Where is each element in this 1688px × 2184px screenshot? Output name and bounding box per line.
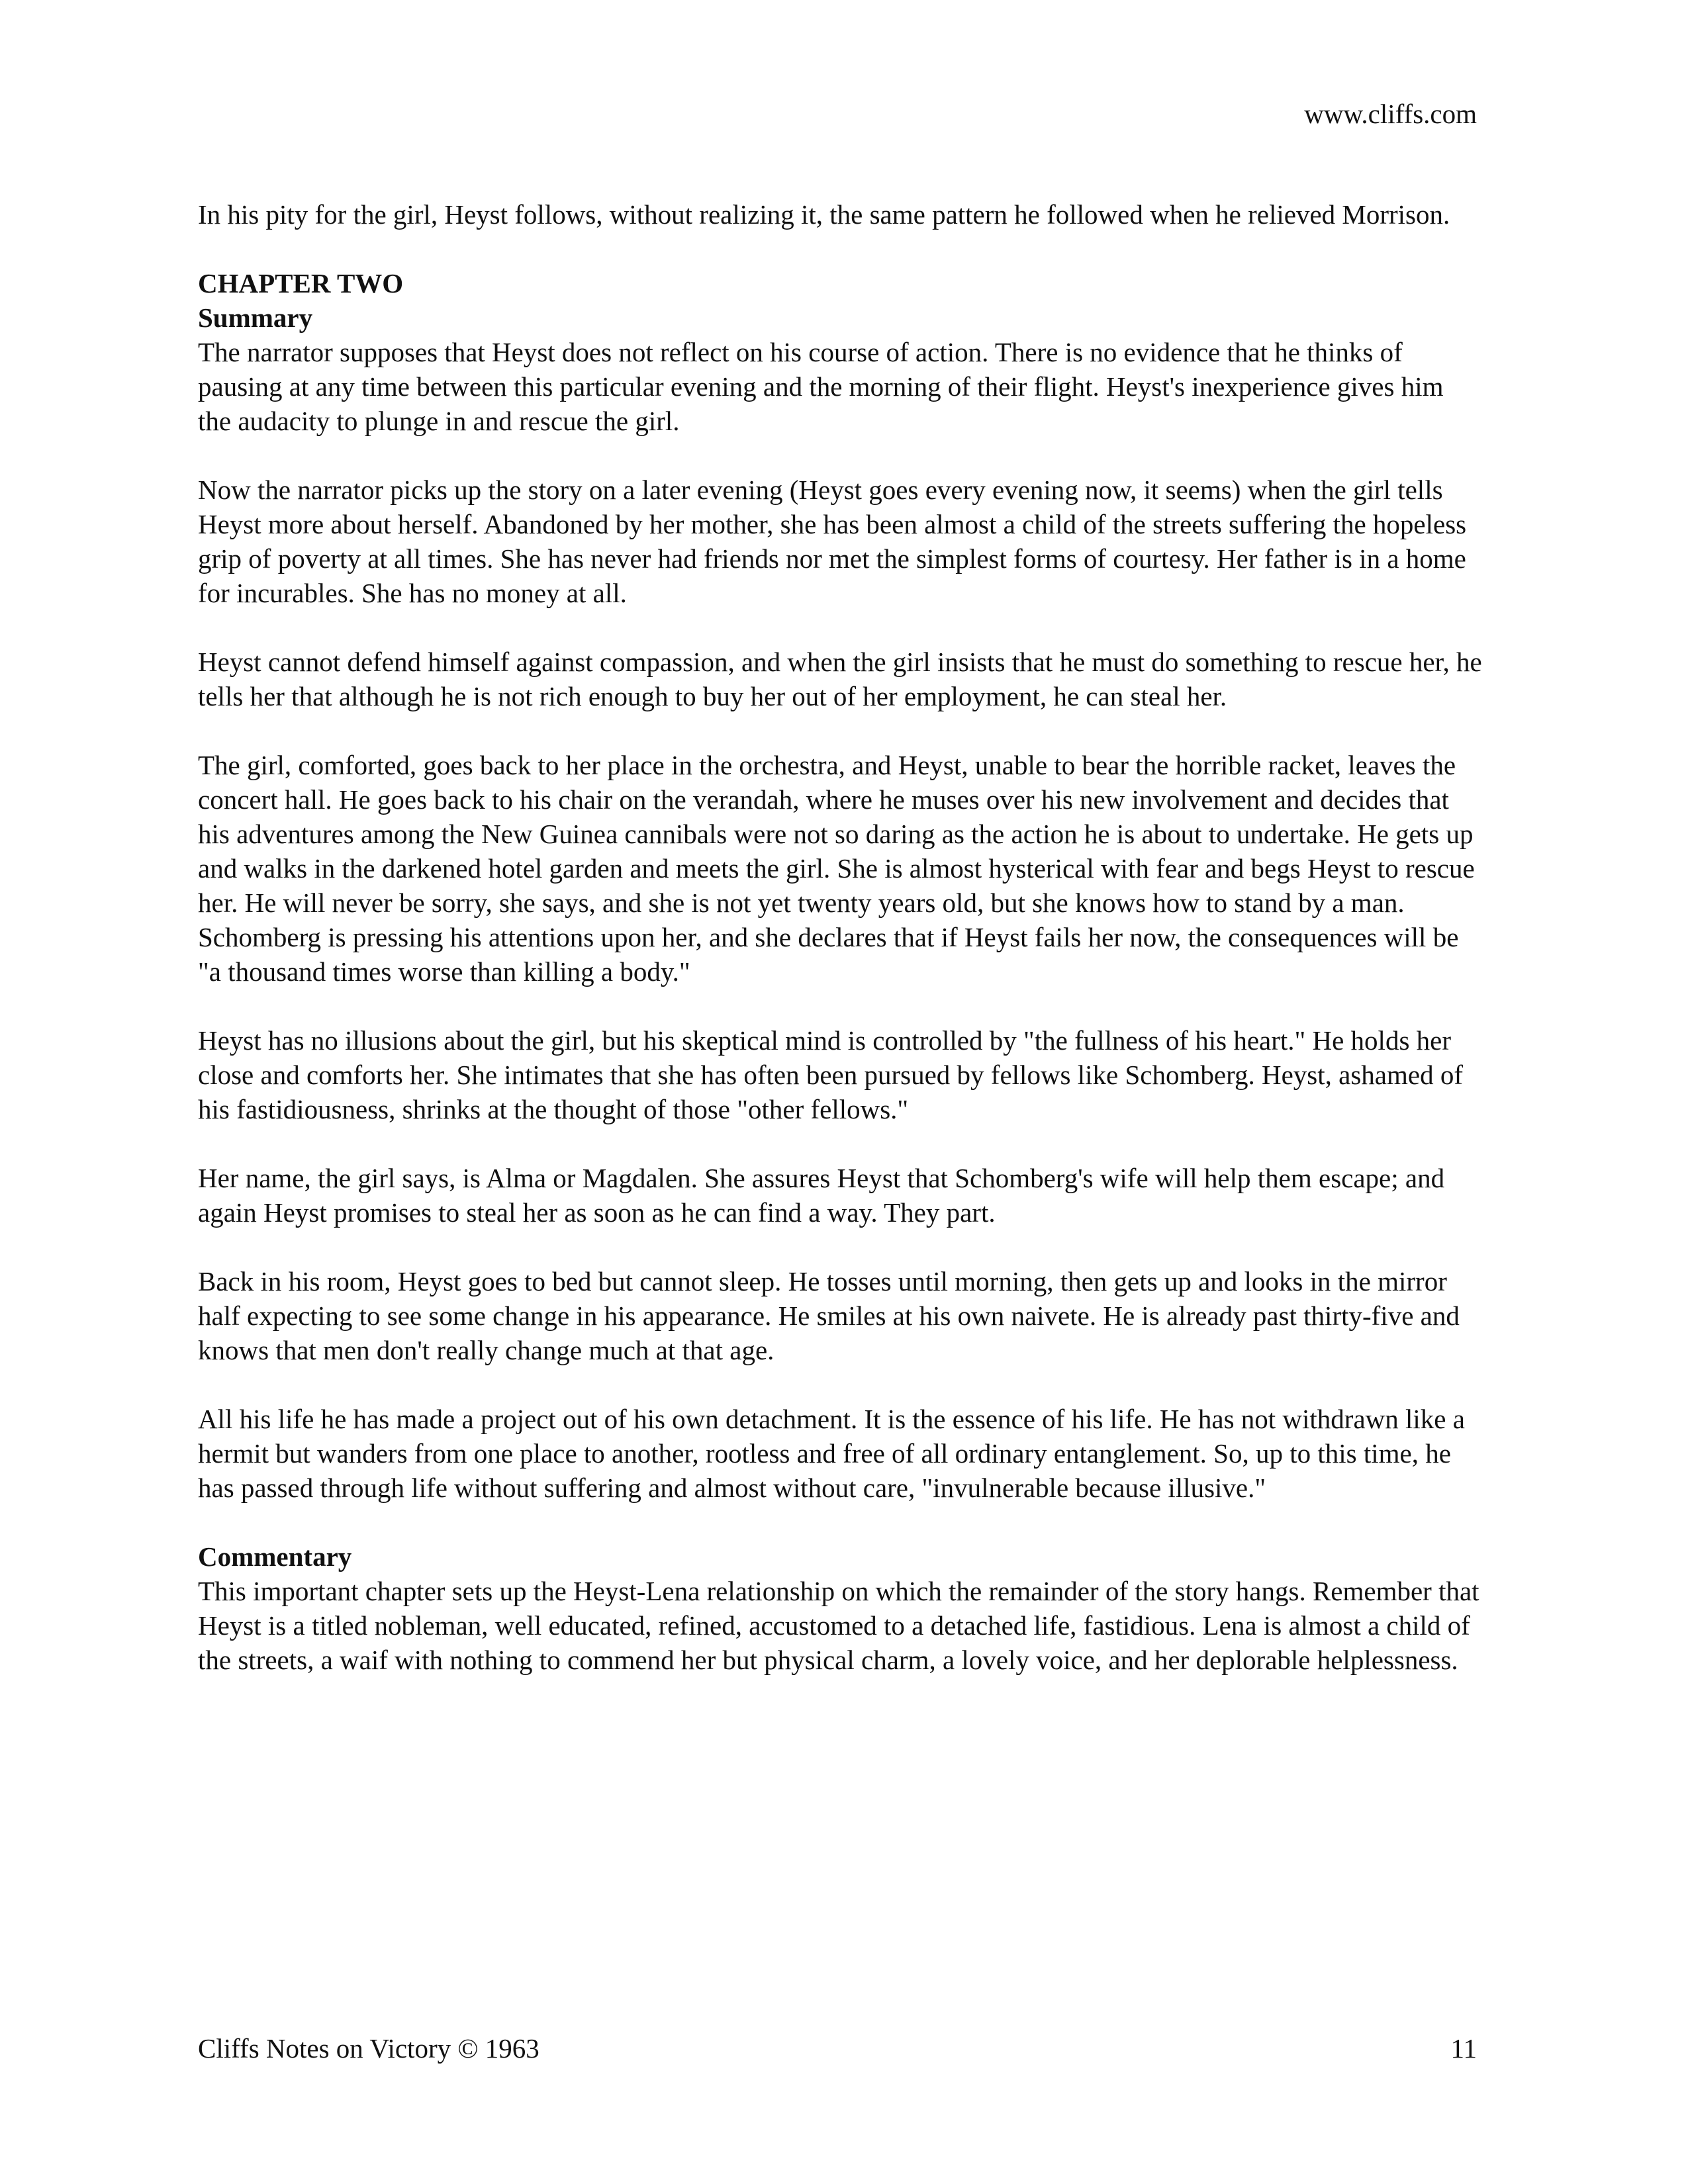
chapter-section bbox=[198, 266, 1482, 1677]
summary-paragraph: Heyst has no illusions about the girl, but his skeptical mind is controlled by "the fullness of his heart." He holds her close and comforts her. She intimates that she has often been pursued by fellows like Schomberg. Heyst, ashamed of his fastidiousness, shrinks at the thought of those "other fellows." bbox=[198, 1025, 1463, 1124]
header-url: www.cliffs.com bbox=[1304, 99, 1477, 129]
summary-heading: Summary bbox=[198, 302, 313, 333]
footer-title: Cliffs Notes on Victory © 1963 bbox=[198, 2033, 539, 2064]
page-number: 11 bbox=[1450, 2033, 1477, 2064]
summary-paragraph: The girl, comforted, goes back to her place in the orchestra, and Heyst, unable to bear the horrible racket, leaves the concert hall. He goes back to his chair on the verandah, where he muses over his new involvement and decides that his adventures among the New Guinea cannibals were not so daring as the action he is about to undertake. He gets up and walks in the darkened hotel garden and meets the girl. She is almost hysterical with fear and begs Heyst to rescue her. He will never be sorry, she says, and she is not yet twenty years old, but she knows how to stand by a man. Schomberg is pressing his attentions upon her, and she declares that if Heyst fails her now, the consequences will be "a thousand times worse than killing a body." bbox=[198, 750, 1475, 987]
summary-paragraph: Now the narrator picks up the story on a later evening (Heyst goes every evening now, it seems) when the girl tells Heyst more about herself. Abandoned by her mother, she has been almost a child of the streets suffering the hopeless grip of poverty at all times. She has never had friends nor met the simplest forms of courtesy. Her father is in a home for incurables. She has no money at all. bbox=[198, 475, 1467, 608]
chapter-title: CHAPTER TWO bbox=[198, 268, 404, 298]
summary-paragraph: Her name, the girl says, is Alma or Magdalen. She assures Heyst that Schomberg's wife will help them escape; and again Heyst promises to steal her as soon as he can find a way. They part. bbox=[198, 1163, 1445, 1228]
commentary-heading: Commentary bbox=[198, 1541, 352, 1572]
summary-paragraph: All his life he has made a project out of his own detachment. It is the essence of his life. He has not withdrawn like a hermit but wanders from one place to another, rootless and free of all ordinary entanglement. So, up to this time, he has passed through life without suffering and almost without care, "invulnerable because illusive." bbox=[198, 1404, 1465, 1503]
summary-paragraph: Back in his room, Heyst goes to bed but cannot sleep. He tosses until morning, then gets up and looks in the mirror half expecting to see some change in his appearance. He smiles at his own naivete. He is already past thirty-five and knows that men don't really change much at that age. bbox=[198, 1266, 1460, 1365]
commentary-paragraph: This important chapter sets up the Heyst-Lena relationship on which the remainder of the story hangs. Remember that Heyst is a titled nobleman, well educated, refined, accustomed to a detached life, fastidious. Lena is almost a child of the streets, a waif with nothing to commend her but physical charm, a lovely voice, and her deplorable helplessness. bbox=[198, 1576, 1479, 1675]
page-content bbox=[198, 197, 1482, 1711]
summary-paragraph: The narrator supposes that Heyst does not reflect on his course of action. There is no evidence that he thinks of pausing at any time between this particular evening and the morning of their flight. Heyst's inexperience gives him the audacity to plunge in and rescue the girl. bbox=[198, 337, 1444, 436]
intro-paragraph: In his pity for the girl, Heyst follows, without realizing it, the same pattern he followed when he relieved Morrison. bbox=[198, 199, 1450, 230]
summary-paragraph: Heyst cannot defend himself against compassion, and when the girl insists that he must do something to rescue her, he tells her that although he is not rich enough to buy her out of her employment, he can steal her. bbox=[198, 647, 1482, 711]
